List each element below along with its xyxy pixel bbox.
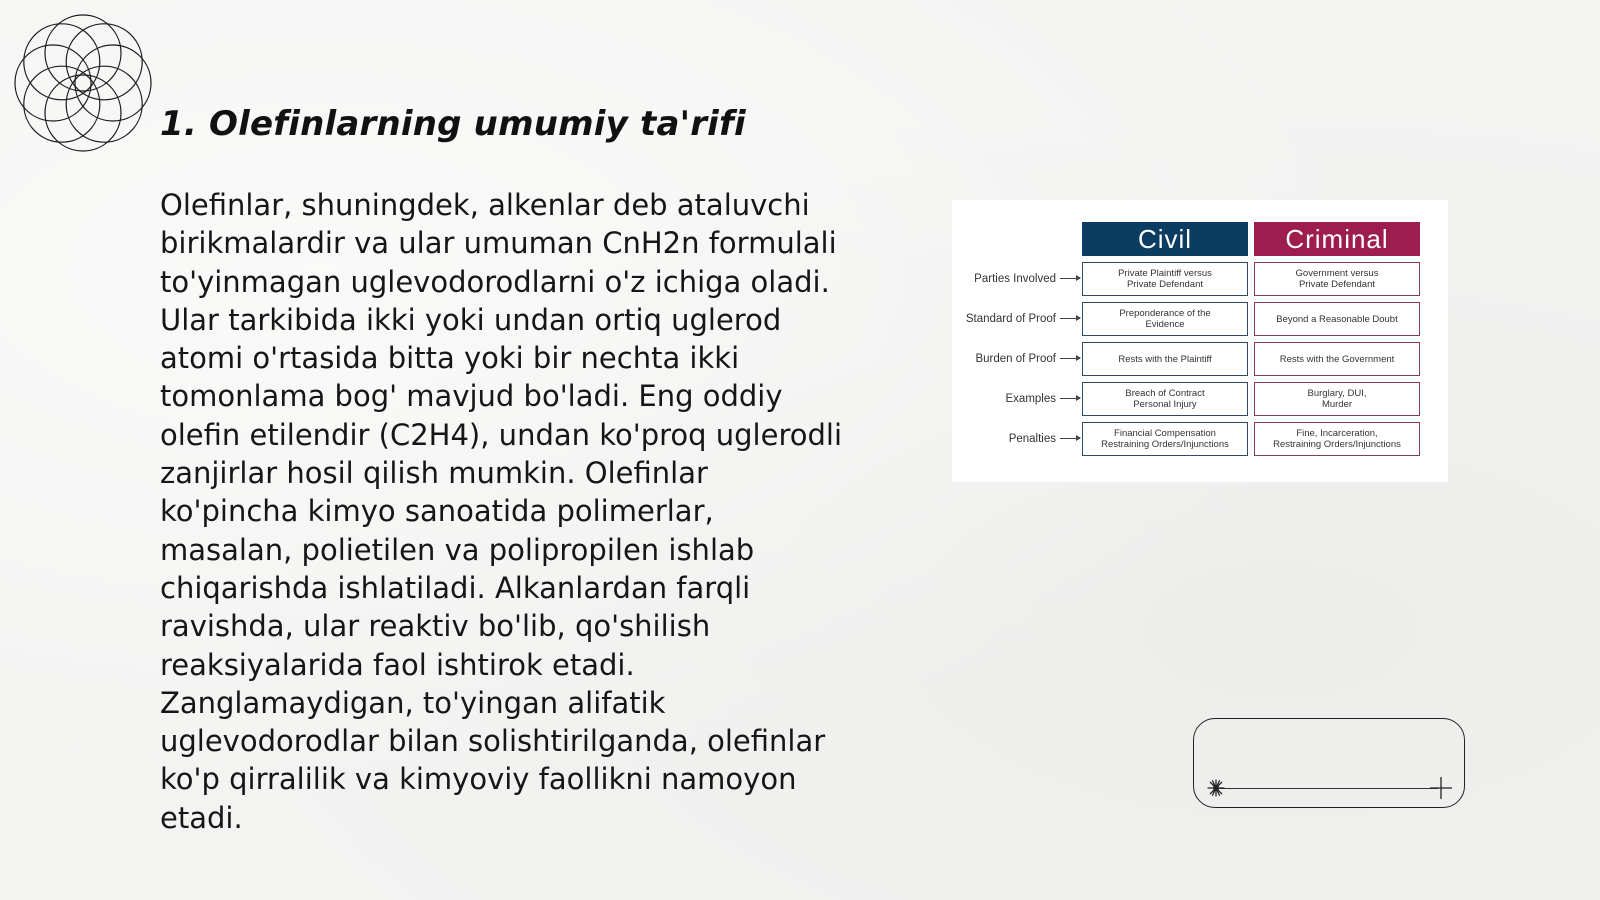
- civil-cell: Private Plaintiff versus Private Defendant: [1082, 262, 1248, 296]
- arrow-right-icon: [1060, 278, 1080, 279]
- slide-title: 1. Olefinlarning umumiy ta'rifi: [160, 104, 746, 144]
- criminal-cell: Government versus Private Defendant: [1254, 262, 1420, 296]
- slide-body-text: Olefinlar, shuningdek, alkenlar deb ataluvchi birikmalardir va ular umuman CnH2n formulali to'yinmagan uglevodorodlarni o'z ichiga oladi. Ular tarkibida ikki yoki undan ortiq uglerod atomi o'rtasida bitta yoki bir nechta ikki tomonlama bog' mavjud bo'ladi. Eng oddiy olefin etilendir (C2H4), undan ko'proq uglerodli zanjirlar hosil qilish mumkin. Olefinlar ko'pincha kimyo sanoatida polimerlar, masalan, polietilen va polipropilen ishlab chiqarishda ishlatiladi. Alkanlardan farqli ravishda, ular reaktiv bo'lib, qo'shilish reaksiyalarida faol ishtirok etadi. Zanglamaydigan, to'yingan alifatik uglevodorodlar bilan solishtirilganda, olefinlar ko'p qirralilik va kimyoviy faollikni namoyon etadi.: [160, 188, 842, 835]
- decorative-rounded-card: [1193, 718, 1465, 808]
- interlocking-circles-icon: [10, 10, 156, 156]
- table-row: [952, 262, 1448, 296]
- arrow-right-icon: [1060, 438, 1080, 439]
- civil-vs-criminal-table: [952, 200, 1448, 482]
- row-label: Parties Involved: [974, 273, 1056, 285]
- row-label: Standard of Proof: [965, 313, 1056, 325]
- table-row: [952, 382, 1448, 416]
- sparkle-icon: [1207, 779, 1225, 797]
- crosshair-icon: [1430, 777, 1452, 799]
- civil-cell: Financial Compensation Restraining Orders/Injunctions: [1082, 422, 1248, 456]
- table-row: [952, 422, 1448, 456]
- criminal-cell: Beyond a Reasonable Doubt: [1254, 302, 1420, 336]
- arrow-right-icon: [1060, 318, 1080, 319]
- criminal-cell: Burglary, DUI, Murder: [1254, 382, 1420, 416]
- row-label: Burden of Proof: [975, 353, 1056, 365]
- criminal-header: Criminal: [1254, 222, 1420, 256]
- criminal-cell: Rests with the Government: [1254, 342, 1420, 376]
- arrow-right-icon: [1060, 398, 1080, 399]
- civil-cell: Rests with the Plaintiff: [1082, 342, 1248, 376]
- arrow-right-icon: [1060, 358, 1080, 359]
- table-row: [952, 342, 1448, 376]
- civil-header: Civil: [1082, 222, 1248, 256]
- criminal-cell: Fine, Incarceration, Restraining Orders/Injunctions: [1254, 422, 1420, 456]
- decorative-line: [1216, 788, 1438, 789]
- civil-cell: Preponderance of the Evidence: [1082, 302, 1248, 336]
- civil-cell: Breach of Contract Personal Injury: [1082, 382, 1248, 416]
- row-label: Penalties: [1008, 433, 1056, 445]
- row-label: Examples: [1005, 393, 1056, 405]
- table-row: [952, 302, 1448, 336]
